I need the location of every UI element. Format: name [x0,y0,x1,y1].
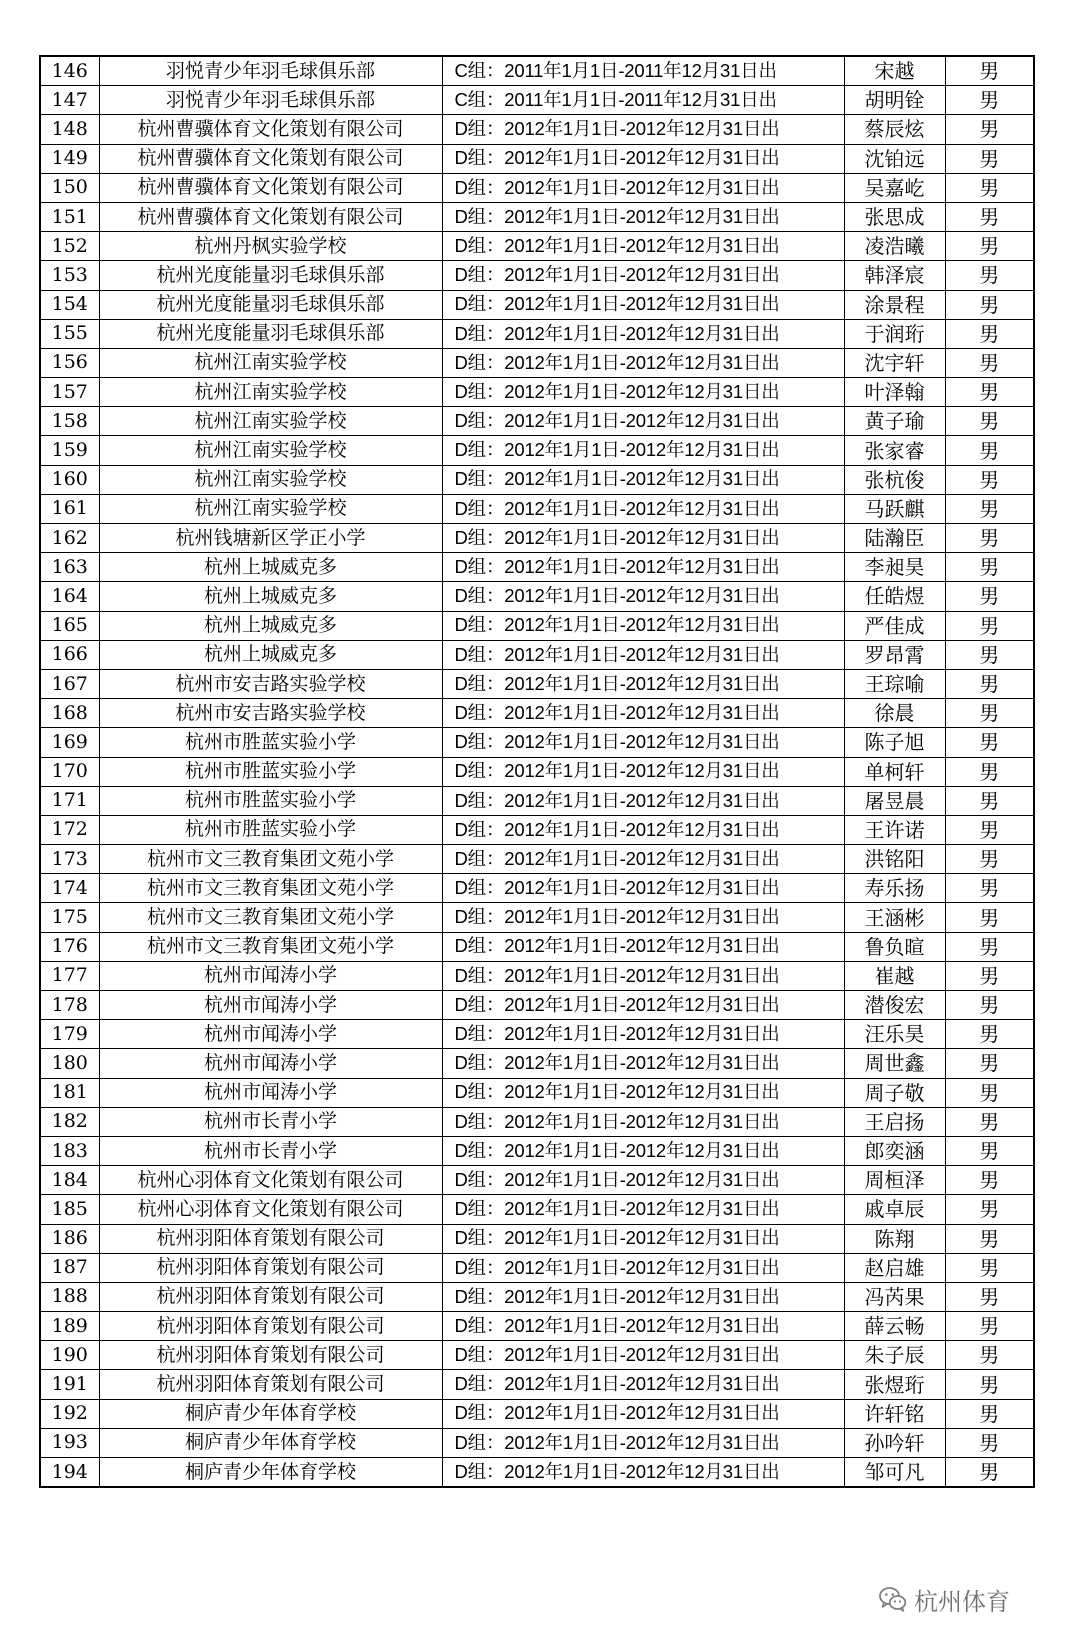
table-row [40,815,1034,844]
cell-unit: 杭州上城威克多 [99,582,442,611]
table-row [40,348,1034,377]
cell-unit: 杭州心羽体育文化策划有限公司 [99,1195,442,1224]
cell-unit: 杭州市安吉路实验学校 [99,669,442,698]
cell-unit: 杭州上城威克多 [99,553,442,582]
cell-unit: 杭州曹骥体育文化策划有限公司 [99,202,442,231]
cell-group: D组：2012年1月1日-2012年12月31日出 [442,699,844,728]
cell-unit: 杭州心羽体育文化策划有限公司 [99,1166,442,1195]
cell-sex: 男 [945,874,1034,903]
cell-group: D组：2012年1月1日-2012年12月31日出 [442,991,844,1020]
cell-name: 周桓泽 [844,1166,945,1195]
cell-group: D组：2012年1月1日-2012年12月31日出 [442,290,844,319]
cell-sex: 男 [945,1166,1034,1195]
cell-number: 189 [40,1312,99,1341]
table-row [40,1312,1034,1341]
cell-name: 叶泽翰 [844,378,945,407]
cell-sex: 男 [945,290,1034,319]
table-row [40,407,1034,436]
cell-unit: 桐庐青少年体育学校 [99,1458,442,1488]
cell-group: D组：2012年1月1日-2012年12月31日出 [442,232,844,261]
cell-sex: 男 [945,786,1034,815]
cell-unit: 杭州曹骥体育文化策划有限公司 [99,144,442,173]
cell-number: 157 [40,378,99,407]
cell-group: D组：2012年1月1日-2012年12月31日出 [442,1458,844,1488]
watermark-text: 杭州体育 [914,1587,1010,1616]
cell-name: 蔡辰炫 [844,115,945,144]
cell-unit: 杭州光度能量羽毛球俱乐部 [99,261,442,290]
cell-unit: 杭州市胜蓝实验小学 [99,728,442,757]
cell-sex: 男 [945,465,1034,494]
cell-unit: 杭州市文三教育集团文苑小学 [99,903,442,932]
table-row [40,1078,1034,1107]
cell-sex: 男 [945,553,1034,582]
cell-unit: 杭州市文三教育集团文苑小学 [99,874,442,903]
cell-number: 150 [40,173,99,202]
table-row [40,202,1034,231]
table-row [40,1253,1034,1282]
cell-unit: 杭州市胜蓝实验小学 [99,815,442,844]
cell-number: 179 [40,1020,99,1049]
cell-group: D组：2012年1月1日-2012年12月31日出 [442,1253,844,1282]
cell-name: 孙吟轩 [844,1428,945,1457]
cell-sex: 男 [945,115,1034,144]
cell-name: 张思成 [844,202,945,231]
cell-name: 任皓煜 [844,582,945,611]
cell-number: 191 [40,1370,99,1399]
table-row [40,845,1034,874]
cell-number: 184 [40,1166,99,1195]
cell-name: 薛云畅 [844,1312,945,1341]
cell-unit: 杭州市闻涛小学 [99,991,442,1020]
cell-unit: 桐庐青少年体育学校 [99,1399,442,1428]
cell-name: 戚卓辰 [844,1195,945,1224]
cell-unit: 杭州光度能量羽毛球俱乐部 [99,290,442,319]
cell-name: 陈子旭 [844,728,945,757]
cell-number: 193 [40,1428,99,1457]
cell-group: D组：2012年1月1日-2012年12月31日出 [442,465,844,494]
cell-sex: 男 [945,1428,1034,1457]
cell-sex: 男 [945,991,1034,1020]
table-row [40,669,1034,698]
cell-group: D组：2012年1月1日-2012年12月31日出 [442,553,844,582]
table-row [40,728,1034,757]
cell-unit: 杭州江南实验学校 [99,348,442,377]
cell-unit: 杭州羽阳体育策划有限公司 [99,1370,442,1399]
cell-name: 单柯轩 [844,757,945,786]
cell-group: D组：2012年1月1日-2012年12月31日出 [442,1370,844,1399]
cell-group: D组：2012年1月1日-2012年12月31日出 [442,1136,844,1165]
cell-group: D组：2012年1月1日-2012年12月31日出 [442,319,844,348]
cell-group: D组：2012年1月1日-2012年12月31日出 [442,1078,844,1107]
table-row [40,261,1034,290]
table-row [40,1049,1034,1078]
cell-number: 170 [40,757,99,786]
cell-group: D组：2012年1月1日-2012年12月31日出 [442,1312,844,1341]
cell-name: 韩泽宸 [844,261,945,290]
table-row [40,991,1034,1020]
cell-sex: 男 [945,1282,1034,1311]
cell-group: C组：2011年1月1日-2011年12月31日出 [442,86,844,115]
cell-number: 160 [40,465,99,494]
cell-group: C组：2011年1月1日-2011年12月31日出 [442,56,844,86]
cell-group: D组：2012年1月1日-2012年12月31日出 [442,903,844,932]
cell-name: 王琮喻 [844,669,945,698]
cell-name: 冯芮果 [844,1282,945,1311]
cell-sex: 男 [945,815,1034,844]
roster-body [40,56,1034,1487]
cell-number: 171 [40,786,99,815]
cell-group: D组：2012年1月1日-2012年12月31日出 [442,728,844,757]
table-row [40,56,1034,86]
cell-unit: 杭州江南实验学校 [99,494,442,523]
cell-number: 181 [40,1078,99,1107]
cell-group: D组：2012年1月1日-2012年12月31日出 [442,202,844,231]
cell-name: 涂景程 [844,290,945,319]
table-row [40,786,1034,815]
table-row [40,1195,1034,1224]
cell-sex: 男 [945,1341,1034,1370]
cell-sex: 男 [945,640,1034,669]
table-row [40,1282,1034,1311]
cell-number: 147 [40,86,99,115]
cell-name: 胡明铨 [844,86,945,115]
cell-name: 邹可凡 [844,1458,945,1488]
table-row [40,1224,1034,1253]
cell-sex: 男 [945,932,1034,961]
cell-sex: 男 [945,378,1034,407]
cell-sex: 男 [945,845,1034,874]
cell-name: 沈铂远 [844,144,945,173]
table-row [40,144,1034,173]
table-row [40,932,1034,961]
table-row [40,903,1034,932]
table-row [40,465,1034,494]
table-row [40,1136,1034,1165]
cell-unit: 杭州市闻涛小学 [99,961,442,990]
cell-group: D组：2012年1月1日-2012年12月31日出 [442,845,844,874]
cell-sex: 男 [945,1253,1034,1282]
cell-unit: 杭州市长青小学 [99,1136,442,1165]
cell-sex: 男 [945,611,1034,640]
cell-group: D组：2012年1月1日-2012年12月31日出 [442,494,844,523]
cell-unit: 杭州市胜蓝实验小学 [99,786,442,815]
cell-group: D组：2012年1月1日-2012年12月31日出 [442,932,844,961]
cell-name: 沈宇轩 [844,348,945,377]
cell-sex: 男 [945,757,1034,786]
cell-unit: 杭州钱塘新区学正小学 [99,524,442,553]
cell-sex: 男 [945,1078,1034,1107]
cell-unit: 杭州市闻涛小学 [99,1078,442,1107]
cell-group: D组：2012年1月1日-2012年12月31日出 [442,1107,844,1136]
cell-sex: 男 [945,494,1034,523]
cell-sex: 男 [945,1049,1034,1078]
cell-number: 178 [40,991,99,1020]
cell-group: D组：2012年1月1日-2012年12月31日出 [442,1020,844,1049]
cell-number: 169 [40,728,99,757]
watermark [878,1583,1010,1615]
cell-number: 186 [40,1224,99,1253]
cell-unit: 羽悦青少年羽毛球俱乐部 [99,56,442,86]
cell-number: 146 [40,56,99,86]
cell-name: 宋越 [844,56,945,86]
cell-unit: 杭州江南实验学校 [99,378,442,407]
cell-name: 张煜珩 [844,1370,945,1399]
cell-name: 潜俊宏 [844,991,945,1020]
cell-group: D组：2012年1月1日-2012年12月31日出 [442,757,844,786]
cell-group: D组：2012年1月1日-2012年12月31日出 [442,524,844,553]
cell-group: D组：2012年1月1日-2012年12月31日出 [442,173,844,202]
table-row [40,319,1034,348]
table-row [40,1020,1034,1049]
table-row [40,1458,1034,1488]
cell-group: D组：2012年1月1日-2012年12月31日出 [442,582,844,611]
cell-group: D组：2012年1月1日-2012年12月31日出 [442,1341,844,1370]
cell-name: 许轩铭 [844,1399,945,1428]
cell-name: 吴嘉屹 [844,173,945,202]
table-row [40,553,1034,582]
cell-number: 172 [40,815,99,844]
cell-sex: 男 [945,1370,1034,1399]
cell-group: D组：2012年1月1日-2012年12月31日出 [442,815,844,844]
cell-unit: 杭州羽阳体育策划有限公司 [99,1282,442,1311]
cell-name: 王涵彬 [844,903,945,932]
cell-name: 黄子瑜 [844,407,945,436]
cell-name: 鲁负暄 [844,932,945,961]
cell-sex: 男 [945,961,1034,990]
table-row [40,378,1034,407]
cell-sex: 男 [945,1136,1034,1165]
cell-name: 赵启雄 [844,1253,945,1282]
cell-sex: 男 [945,582,1034,611]
cell-sex: 男 [945,1195,1034,1224]
table-row [40,961,1034,990]
cell-number: 155 [40,319,99,348]
cell-unit: 桐庐青少年体育学校 [99,1428,442,1457]
cell-number: 163 [40,553,99,582]
cell-number: 151 [40,202,99,231]
cell-group: D组：2012年1月1日-2012年12月31日出 [442,378,844,407]
cell-group: D组：2012年1月1日-2012年12月31日出 [442,669,844,698]
cell-unit: 杭州市闻涛小学 [99,1020,442,1049]
cell-sex: 男 [945,436,1034,465]
table-row [40,1428,1034,1457]
cell-number: 152 [40,232,99,261]
cell-number: 149 [40,144,99,173]
cell-number: 175 [40,903,99,932]
cell-sex: 男 [945,261,1034,290]
cell-name: 郎奕涵 [844,1136,945,1165]
cell-name: 汪乐昊 [844,1020,945,1049]
cell-group: D组：2012年1月1日-2012年12月31日出 [442,261,844,290]
cell-sex: 男 [945,903,1034,932]
cell-sex: 男 [945,348,1034,377]
cell-number: 180 [40,1049,99,1078]
cell-unit: 羽悦青少年羽毛球俱乐部 [99,86,442,115]
cell-name: 崔越 [844,961,945,990]
table-row [40,1370,1034,1399]
table-row [40,494,1034,523]
cell-group: D组：2012年1月1日-2012年12月31日出 [442,961,844,990]
cell-number: 166 [40,640,99,669]
cell-group: D组：2012年1月1日-2012年12月31日出 [442,1049,844,1078]
cell-name: 朱子辰 [844,1341,945,1370]
cell-number: 176 [40,932,99,961]
table-row [40,1107,1034,1136]
cell-number: 187 [40,1253,99,1282]
cell-unit: 杭州江南实验学校 [99,465,442,494]
cell-name: 严佳成 [844,611,945,640]
cell-number: 173 [40,845,99,874]
cell-group: D组：2012年1月1日-2012年12月31日出 [442,640,844,669]
cell-sex: 男 [945,669,1034,698]
cell-group: D组：2012年1月1日-2012年12月31日出 [442,407,844,436]
table-row [40,115,1034,144]
cell-group: D组：2012年1月1日-2012年12月31日出 [442,874,844,903]
cell-name: 陈翔 [844,1224,945,1253]
roster-table [39,55,1035,1488]
cell-number: 158 [40,407,99,436]
wechat-icon [878,1584,908,1614]
cell-number: 183 [40,1136,99,1165]
cell-unit: 杭州曹骥体育文化策划有限公司 [99,173,442,202]
cell-unit: 杭州羽阳体育策划有限公司 [99,1312,442,1341]
cell-number: 161 [40,494,99,523]
table-row [40,1399,1034,1428]
cell-number: 185 [40,1195,99,1224]
cell-number: 182 [40,1107,99,1136]
table-row [40,1341,1034,1370]
cell-name: 马跃麒 [844,494,945,523]
cell-group: D组：2012年1月1日-2012年12月31日出 [442,1399,844,1428]
table-row [40,86,1034,115]
cell-number: 159 [40,436,99,465]
cell-name: 王许诺 [844,815,945,844]
cell-group: D组：2012年1月1日-2012年12月31日出 [442,1166,844,1195]
cell-unit: 杭州光度能量羽毛球俱乐部 [99,319,442,348]
cell-number: 177 [40,961,99,990]
cell-name: 于润珩 [844,319,945,348]
cell-number: 168 [40,699,99,728]
cell-number: 148 [40,115,99,144]
table-row [40,232,1034,261]
cell-sex: 男 [945,1224,1034,1253]
cell-group: D组：2012年1月1日-2012年12月31日出 [442,786,844,815]
cell-unit: 杭州市长青小学 [99,1107,442,1136]
cell-unit: 杭州市安吉路实验学校 [99,699,442,728]
cell-unit: 杭州羽阳体育策划有限公司 [99,1253,442,1282]
cell-name: 李昶昊 [844,553,945,582]
cell-name: 寿乐扬 [844,874,945,903]
cell-group: D组：2012年1月1日-2012年12月31日出 [442,1428,844,1457]
cell-group: D组：2012年1月1日-2012年12月31日出 [442,611,844,640]
cell-unit: 杭州羽阳体育策划有限公司 [99,1224,442,1253]
cell-name: 凌浩曦 [844,232,945,261]
cell-unit: 杭州上城威克多 [99,611,442,640]
cell-unit: 杭州江南实验学校 [99,436,442,465]
cell-group: D组：2012年1月1日-2012年12月31日出 [442,144,844,173]
cell-group: D组：2012年1月1日-2012年12月31日出 [442,115,844,144]
table-row [40,582,1034,611]
cell-unit: 杭州江南实验学校 [99,407,442,436]
cell-unit: 杭州市胜蓝实验小学 [99,757,442,786]
cell-sex: 男 [945,407,1034,436]
table-row [40,290,1034,319]
table-row [40,640,1034,669]
cell-sex: 男 [945,56,1034,86]
cell-sex: 男 [945,699,1034,728]
table-row [40,524,1034,553]
table-row [40,1166,1034,1195]
cell-sex: 男 [945,1107,1034,1136]
cell-unit: 杭州丹枫实验学校 [99,232,442,261]
cell-number: 192 [40,1399,99,1428]
cell-sex: 男 [945,1399,1034,1428]
cell-number: 162 [40,524,99,553]
cell-name: 洪铭阳 [844,845,945,874]
cell-number: 174 [40,874,99,903]
cell-name: 王启扬 [844,1107,945,1136]
cell-name: 徐晨 [844,699,945,728]
cell-number: 164 [40,582,99,611]
cell-unit: 杭州羽阳体育策划有限公司 [99,1341,442,1370]
cell-number: 153 [40,261,99,290]
cell-sex: 男 [945,173,1034,202]
cell-number: 165 [40,611,99,640]
cell-group: D组：2012年1月1日-2012年12月31日出 [442,1282,844,1311]
cell-unit: 杭州市闻涛小学 [99,1049,442,1078]
cell-unit: 杭州市文三教育集团文苑小学 [99,845,442,874]
cell-number: 188 [40,1282,99,1311]
cell-group: D组：2012年1月1日-2012年12月31日出 [442,1224,844,1253]
cell-number: 156 [40,348,99,377]
table-row [40,757,1034,786]
cell-name: 周子敬 [844,1078,945,1107]
cell-sex: 男 [945,232,1034,261]
cell-name: 张杭俊 [844,465,945,494]
table-row [40,874,1034,903]
cell-sex: 男 [945,524,1034,553]
table-row [40,436,1034,465]
cell-sex: 男 [945,144,1034,173]
cell-name: 屠昱晨 [844,786,945,815]
table-row [40,699,1034,728]
cell-sex: 男 [945,202,1034,231]
cell-unit: 杭州曹骥体育文化策划有限公司 [99,115,442,144]
cell-sex: 男 [945,86,1034,115]
cell-name: 张家睿 [844,436,945,465]
cell-number: 194 [40,1458,99,1488]
table-row [40,611,1034,640]
cell-name: 陆瀚臣 [844,524,945,553]
cell-group: D组：2012年1月1日-2012年12月31日出 [442,436,844,465]
cell-unit: 杭州市文三教育集团文苑小学 [99,932,442,961]
table-row [40,173,1034,202]
cell-group: D组：2012年1月1日-2012年12月31日出 [442,348,844,377]
cell-name: 周世鑫 [844,1049,945,1078]
cell-sex: 男 [945,1458,1034,1488]
cell-sex: 男 [945,728,1034,757]
cell-unit: 杭州上城威克多 [99,640,442,669]
cell-group: D组：2012年1月1日-2012年12月31日出 [442,1195,844,1224]
cell-number: 154 [40,290,99,319]
cell-sex: 男 [945,1020,1034,1049]
cell-name: 罗昂霄 [844,640,945,669]
cell-sex: 男 [945,319,1034,348]
cell-number: 190 [40,1341,99,1370]
cell-sex: 男 [945,1312,1034,1341]
cell-number: 167 [40,669,99,698]
